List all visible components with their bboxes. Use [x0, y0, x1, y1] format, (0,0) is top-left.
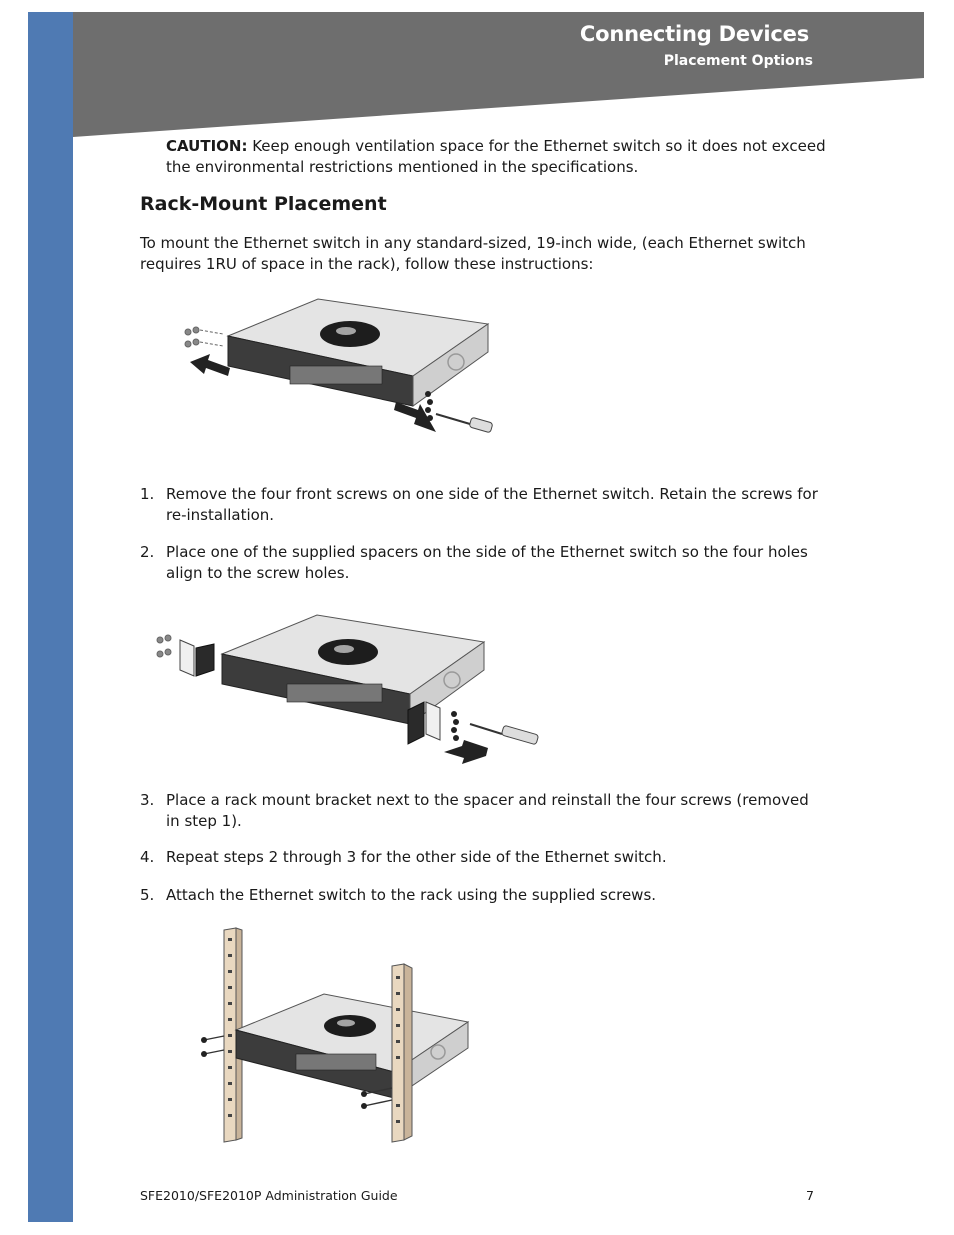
figure-remove-screws	[178, 296, 498, 446]
caution-note	[166, 136, 826, 177]
step-number: 5.	[140, 886, 155, 904]
step-3	[140, 790, 820, 831]
header-subtitle: Placement Options	[663, 53, 813, 69]
caution-label: CAUTION:	[166, 137, 248, 155]
step-number: 1.	[140, 485, 155, 503]
header-title: Connecting Devices	[579, 22, 809, 46]
step-text: Remove the four front screws on one side of the Ethernet switch. Retain the screws for re-installation.	[166, 485, 818, 524]
step-text: Attach the Ethernet switch to the rack using the supplied screws.	[166, 886, 657, 904]
step-text: Place one of the supplied spacers on the side of the Ethernet switch so the four holes align to the screw holes.	[166, 543, 808, 582]
section-heading: Rack-Mount Placement	[140, 193, 387, 215]
step-text: Repeat steps 2 through 3 for the other side of the Ethernet switch.	[166, 848, 667, 866]
step-1	[140, 484, 820, 525]
step-number: 2.	[140, 543, 155, 561]
step-number: 4.	[140, 848, 155, 866]
side-color-bar	[28, 12, 73, 1222]
footer-guide-title: SFE2010/SFE2010P Administration Guide	[140, 1188, 398, 1203]
caution-text: Keep enough ventilation space for the Ethernet switch so it does not exceed the environmental restrictions mentioned in the specifications.	[166, 137, 826, 176]
figure-rack-attach	[196, 926, 472, 1144]
step-2	[140, 542, 820, 583]
intro-paragraph: To mount the Ethernet switch in any standard-sized, 19-inch wide, (each Ethernet switch requires 1RU of space in the rack), follow these instructions:	[140, 234, 806, 273]
step-4	[140, 847, 820, 868]
figure-place-spacers	[152, 612, 544, 764]
page-number: 7	[806, 1188, 814, 1203]
step-5	[140, 885, 820, 906]
step-text: Place a rack mount bracket next to the spacer and reinstall the four screws (removed in step 1).	[166, 791, 809, 830]
step-number: 3.	[140, 791, 155, 809]
